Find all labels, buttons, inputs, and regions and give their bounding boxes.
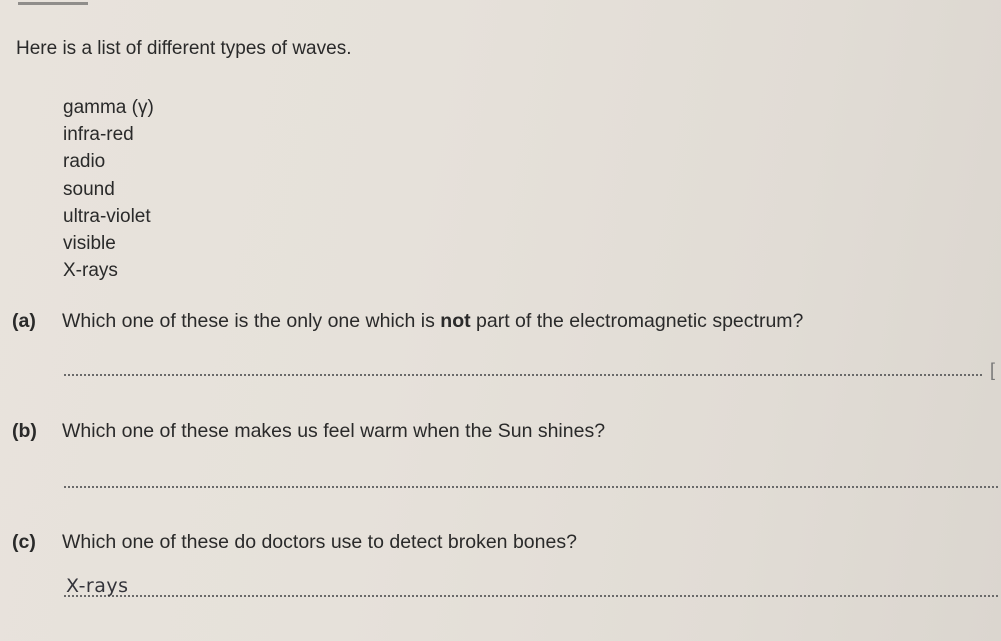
question-c — [12, 531, 577, 554]
emphasis-not: not — [440, 310, 471, 332]
question-b-label: (b) — [12, 420, 37, 442]
question-c-label: (c) — [12, 531, 36, 553]
answer-line-c[interactable] — [64, 595, 998, 597]
list-item: visible — [63, 232, 116, 254]
list-item: radio — [63, 151, 106, 173]
cropped-header-text — [18, 0, 88, 5]
list-item: gamma (γ) — [63, 97, 154, 118]
question-a — [12, 310, 803, 333]
answer-line-b[interactable] — [64, 486, 998, 488]
list-item: ultra-violet — [63, 205, 151, 227]
question-b — [12, 420, 605, 443]
answer-line-a[interactable] — [64, 374, 982, 376]
question-a-text: Which one of these is the only one which is not part of the electromagnetic spectrum? — [62, 310, 804, 332]
question-b-text: Which one of these makes us feel warm when the Sun shines? — [62, 420, 606, 442]
intro-text: Here is a list of different types of waves. — [16, 38, 352, 59]
list-item: X-rays — [63, 260, 118, 282]
wave-list — [63, 94, 154, 284]
list-item: sound — [63, 178, 115, 200]
question-a-label: (a) — [12, 310, 36, 332]
answer-c-handwritten: X-rays — [66, 575, 129, 597]
question-c-text: Which one of these do doctors use to detect broken bones? — [62, 531, 577, 553]
margin-mark: [ — [990, 360, 996, 380]
list-item: infra-red — [63, 124, 134, 146]
